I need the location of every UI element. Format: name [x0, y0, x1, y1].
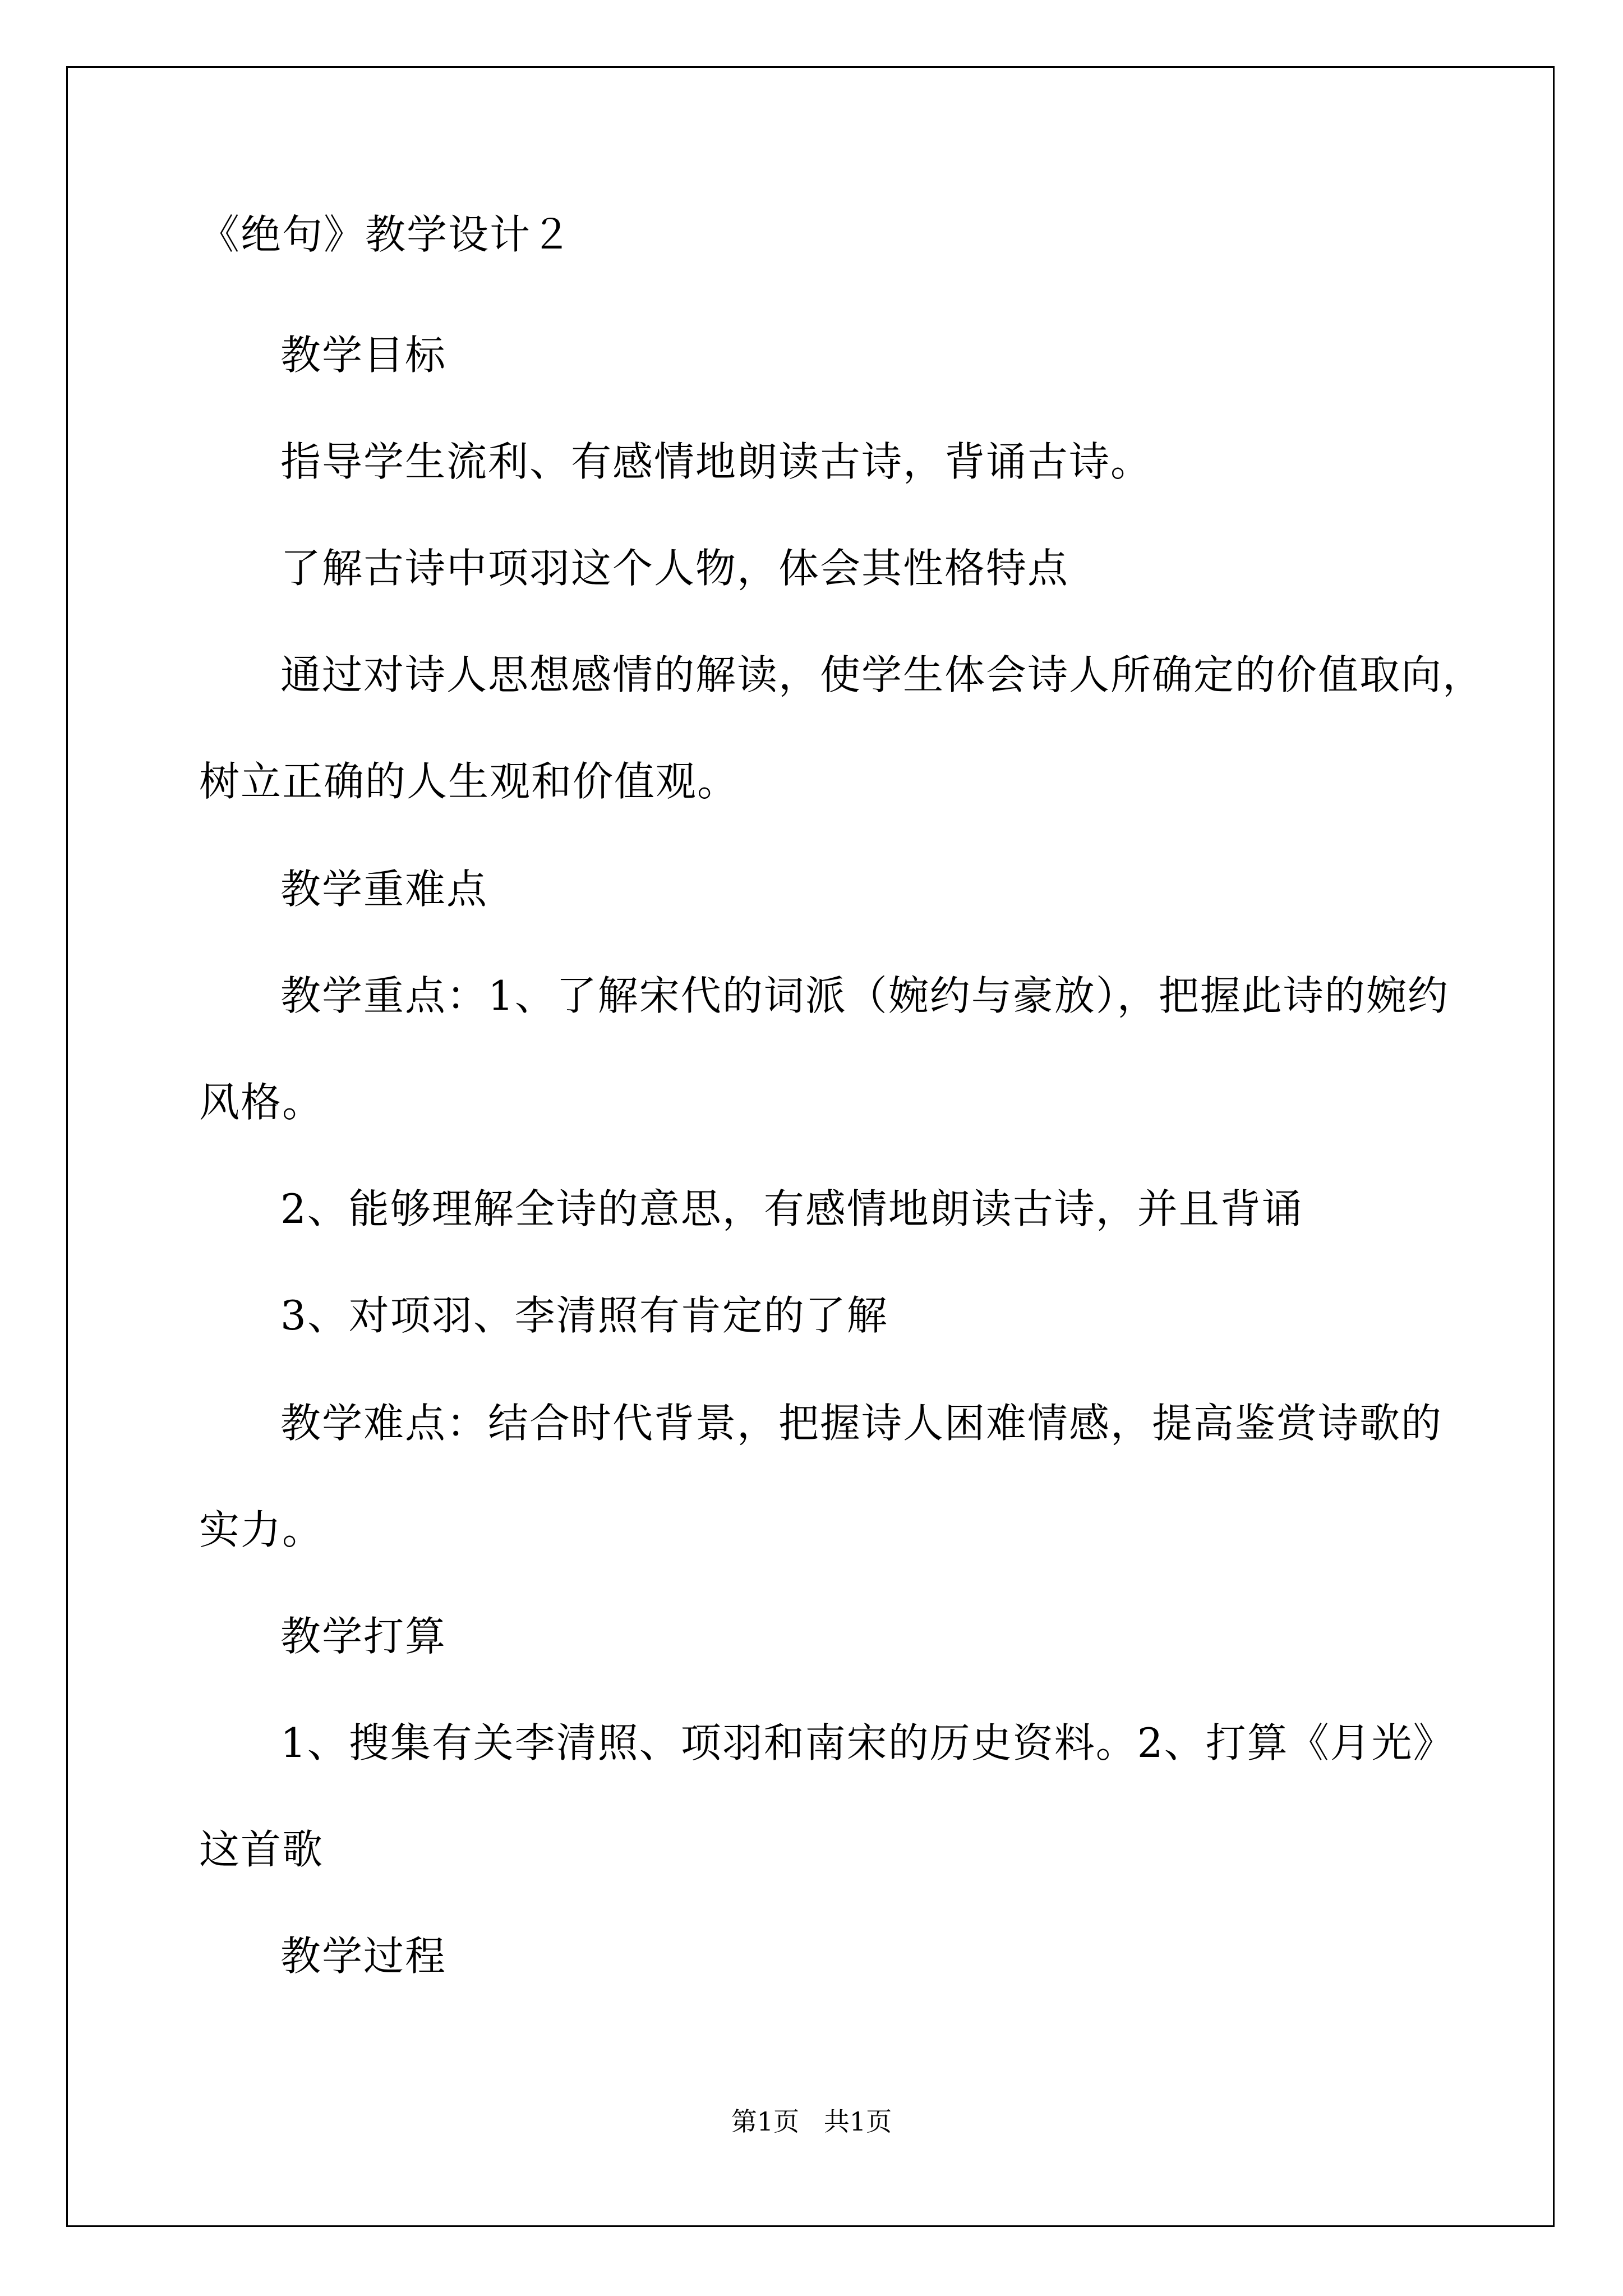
page-border: [66, 66, 1555, 2227]
paragraph-line: 指导学生流利、有感情地朗读古诗，背诵古诗。: [280, 438, 1152, 485]
paragraph-line: 1、搜集有关李清照、项羽和南宋的历史资料。2、打算《月光》: [280, 1719, 1455, 1766]
heading-key-points: 教学重难点: [280, 866, 488, 913]
paragraph-line: 通过对诗人思想感情的解读，使学生体会诗人所确定的价值取向，: [280, 651, 1484, 698]
paragraph-line: 教学难点：结合时代背景，把握诗人困难情感，提高鉴赏诗歌的: [280, 1400, 1443, 1447]
paragraph-line: 了解古诗中项羽这个人物，体会其性格特点: [280, 545, 1069, 592]
paragraph-line: 2、能够理解全诗的意思，有感情地朗读古诗，并且背诵: [280, 1185, 1303, 1232]
heading-preparation: 教学打算: [280, 1613, 447, 1660]
paragraph-line: 教学重点：1、了解宋代的词派（婉约与豪放），把握此诗的婉约: [280, 972, 1449, 1019]
heading-teaching-goals: 教学目标: [280, 332, 447, 379]
document-title: 《绝句》教学设计２: [199, 211, 573, 258]
paragraph-line: 3、对项羽、李清照有肯定的了解: [280, 1292, 888, 1339]
paragraph-line: 实力。: [199, 1506, 324, 1553]
heading-teaching-process: 教学过程: [280, 1932, 447, 1980]
paragraph-line: 风格。: [199, 1079, 324, 1126]
paragraph-line: 这首歌: [199, 1826, 324, 1873]
paragraph-line: 树立正确的人生观和价值观。: [199, 758, 739, 805]
page-number: 第1页 共1页: [731, 2106, 892, 2137]
